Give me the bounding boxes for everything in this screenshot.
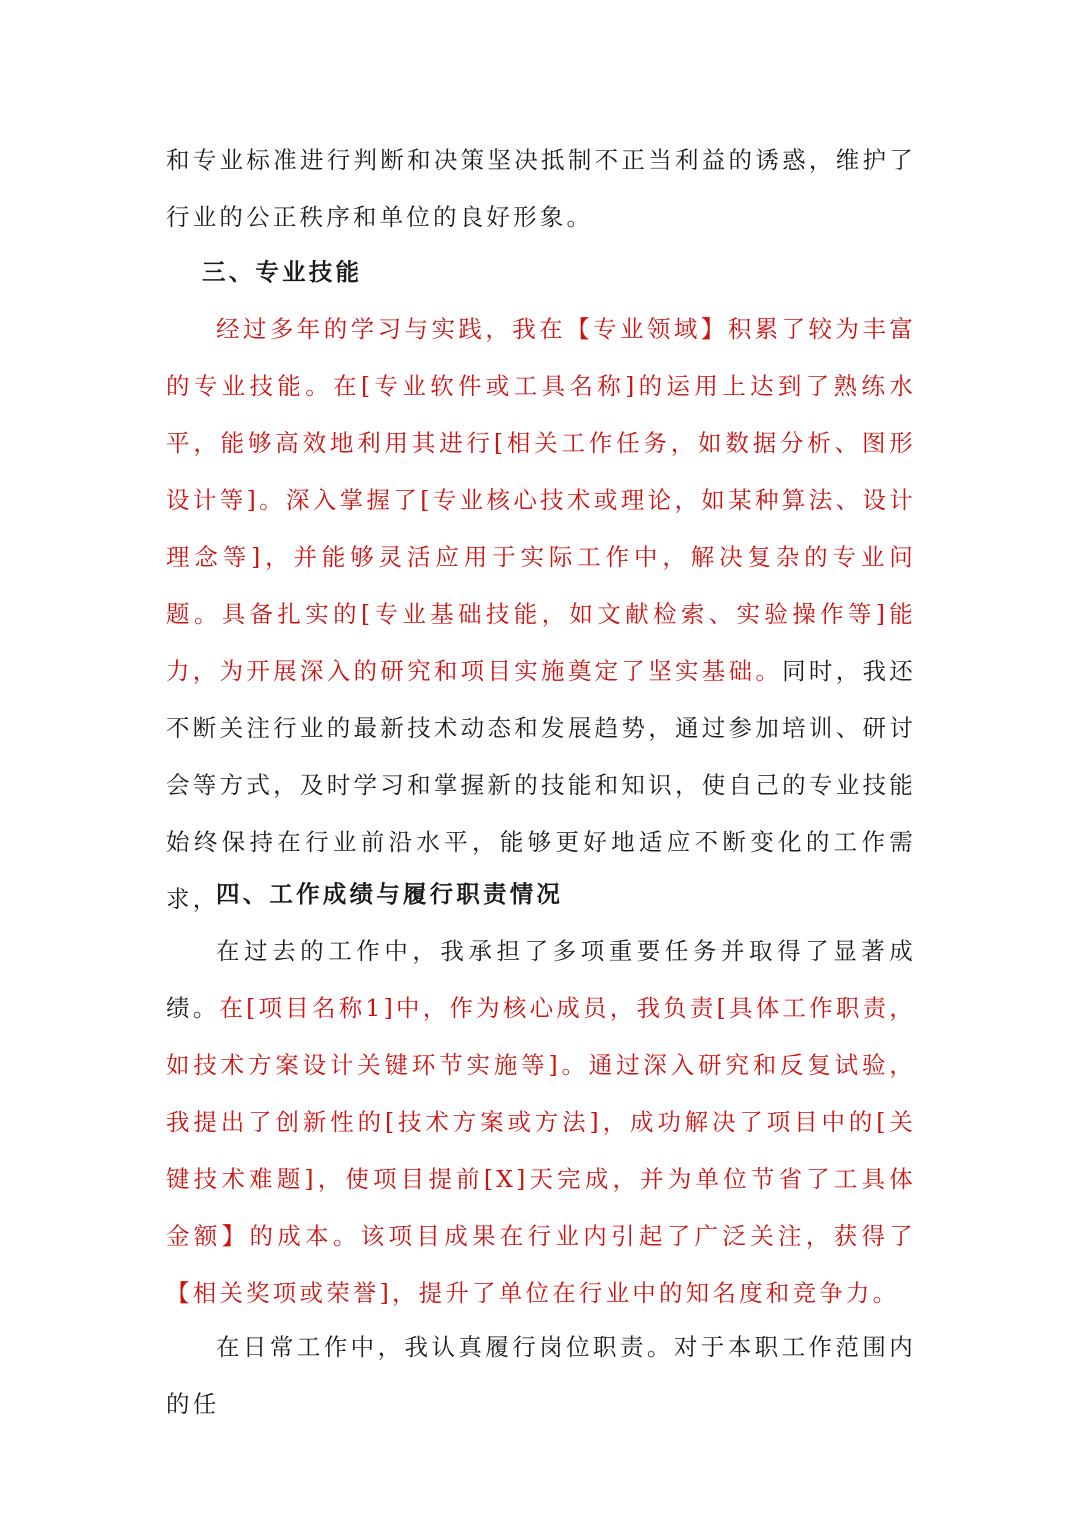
section-heading-professional-skills: 三、专业技能 xyxy=(202,258,363,286)
work-achievements-intro-text: 在过去的工作中，我承担了多项重要任务并取得了显著成绩。 xyxy=(166,937,916,1022)
professional-skills-paragraph xyxy=(166,301,916,928)
professional-skills-continued-text: 同时，我还不断关注行业的最新技术动态和发展趋势，通过参加培训、研讨会等方式，及时学习和掌握新的技能和知识，使自己的专业技能始终保持在行业前沿水平，能够更好地适应不断变化的工作需求， xyxy=(166,657,916,913)
continued-paragraph: 和专业标准进行判断和决策坚决抵制不正当利益的诱惑，维护了行业的公正秩序和单位的良好形象。 xyxy=(166,146,916,231)
professional-skills-template-text: 经过多年的学习与实践，我在【专业领域】积累了较为丰富的专业技能。在[专业软件或工具名称]的运用上达到了熟练水平，能够高效地利用其进行[相关工作任务，如数据分析、图形设计等]。深入掌握了[专业核心技术或理论，如某种算法、设计理念等]，并能够灵活应用于实际工作中，解决复杂的专业问题。具备扎实的[专业基础技能，如文献检索、实验操作等]能力，为开展深入的研究和项目实施奠定了坚实基础。 xyxy=(166,315,916,685)
work-achievements-paragraph xyxy=(166,923,916,1322)
daily-duties-paragraph: 在日常工作中，我认真履行岗位职责。对于本职工作范围内的任 xyxy=(166,1333,916,1418)
work-achievements-template-text: 在[项目名称1]中，作为核心成员，我负责[具体工作职责，如技术方案设计关键环节实施等]。通过深入研究和反复试验，我提出了创新性的[技术方案或方法]，成功解决了项目中的[关键技术难题]，使项目提前[X]天完成，并为单位节省了工具体金额】的成本。该项目成果在行业内引起了广泛关注，获得了【相关奖项或荣誉]，提升了单位在行业中的知名度和竞争力。 xyxy=(166,994,917,1307)
section-heading-work-achievements: 四、工作成绩与履行职责情况 xyxy=(216,880,564,908)
